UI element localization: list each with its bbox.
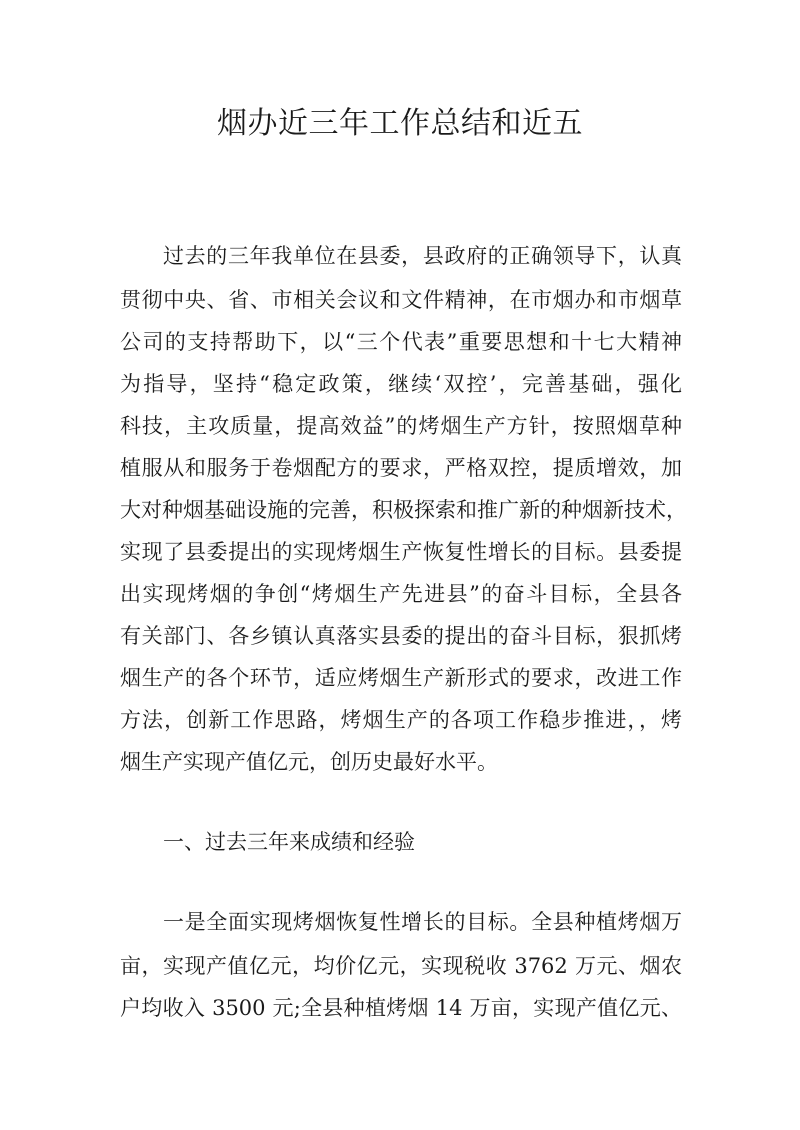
point1-line-2: 亩，实现产值亿元，均价亿元，实现税收 3762 万元、烟农 bbox=[120, 954, 682, 978]
intro-line-12: 方法，创新工作思路，烤烟生产的各项工作稳步推进，，烤 bbox=[120, 708, 682, 732]
point1-line-1: 一是全面实现烤烟恢复性增长的目标。全县种植烤烟万 bbox=[163, 910, 682, 934]
intro-line-8: 实现了县委提出的实现烤烟生产恢复性增长的目标。县委提 bbox=[120, 540, 682, 564]
document-title: 烟办近三年工作总结和近五 bbox=[217, 106, 583, 141]
section-heading: 一、过去三年来成绩和经验 bbox=[163, 830, 415, 854]
point1-line-3: 户均收入 3500 元;全县种植烤烟 14 万亩，实现产值亿元、 bbox=[120, 996, 682, 1020]
intro-line-2: 贯彻中央、省、市相关会议和文件精神，在市烟办和市烟草 bbox=[120, 288, 682, 312]
intro-line-6: 植服从和服务于卷烟配方的要求，严格双控，提质增效，加 bbox=[120, 456, 682, 480]
intro-line-7: 大对种烟基础设施的完善，积极探索和推广新的种烟新技术， bbox=[120, 498, 687, 522]
intro-line-4: 为指导，坚持“稳定政策，继续‘双控’，完善基础，强化 bbox=[120, 372, 682, 396]
intro-line-9: 出实现烤烟的争创“烤烟生产先进县”的奋斗目标，全县各 bbox=[120, 582, 682, 606]
intro-line-3: 公司的支持帮助下，以“三个代表”重要思想和十七大精神 bbox=[120, 330, 682, 354]
intro-line-10: 有关部门、各乡镇认真落实县委的提出的奋斗目标，狠抓烤 bbox=[120, 624, 682, 648]
intro-line-11: 烟生产的各个环节，适应烤烟生产新形式的要求，改进工作 bbox=[120, 666, 682, 690]
intro-line-1: 过去的三年我单位在县委，县政府的正确领导下，认真 bbox=[163, 244, 682, 268]
intro-line-13: 烟生产实现产值亿元，创历史最好水平。 bbox=[120, 750, 498, 774]
intro-line-5: 科技，主攻质量，提高效益”的烤烟生产方针，按照烟草种 bbox=[120, 414, 682, 438]
